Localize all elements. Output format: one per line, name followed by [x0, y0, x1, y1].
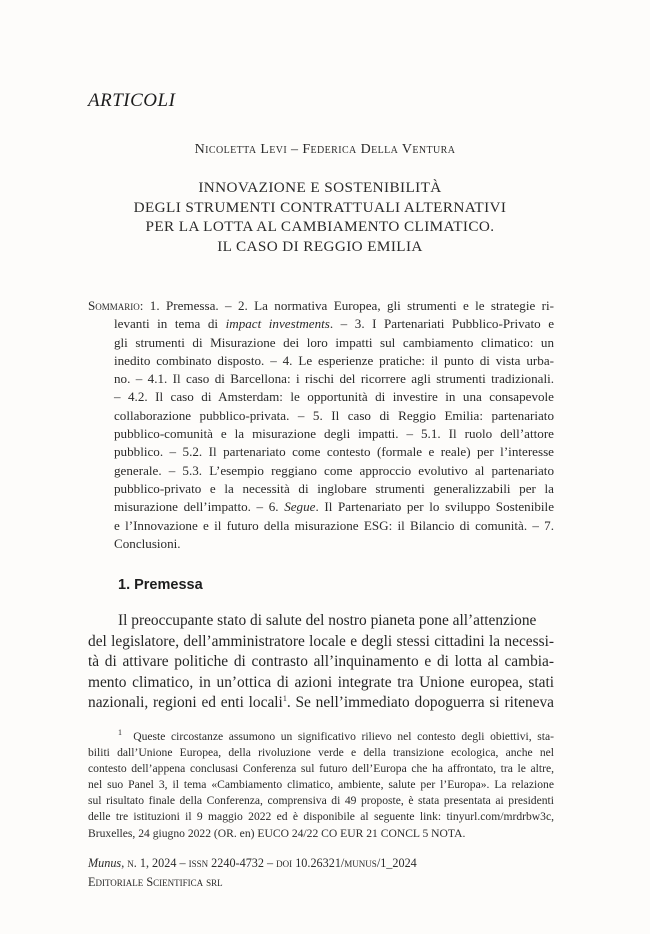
summary-text: . Il Partenariato per lo sviluppo Sostenibile [315, 499, 554, 515]
section-label: ARTICOLI [88, 90, 176, 111]
summary-text: levanti in tema di [114, 316, 226, 332]
summary-line [88, 297, 554, 315]
title-line: PER LA LOTTA AL CAMBIAMENTO CLIMATICO. [145, 218, 495, 236]
summary-line: no. – 4.1. Il caso di Barcellona: i rischi del ricorrere agli strumenti tradizionali. [114, 371, 554, 387]
summary-text: : 1. Premessa. – 2. La normativa Europea, gli strumenti e le strategie ri- [139, 298, 554, 313]
authors: Nicoletta Levi – Federica Della Ventura [194, 142, 456, 157]
summary-line: pubblico-comunità e la misurazione degli impatti. – 5.1. Il ruolo dell’attore [114, 426, 554, 442]
summary-text: misurazione dell’impatto. – 6. [114, 499, 285, 515]
summary-italic: Segue [284, 499, 316, 515]
body-line: Il preoccupante stato di salute del nostro pianeta pone all’attenzione [118, 612, 537, 629]
body-text-span: nazionali, regioni ed enti locali [88, 694, 283, 712]
title-line: DEGLI STRUMENTI CONTRATTUALI ALTERNATIVI [133, 198, 507, 216]
citation-line [88, 854, 417, 873]
title-line: IL CASO DI REGGIO EMILIA [217, 237, 423, 255]
summary-line: generale. – 5.3. L’esempio reggiano come approccio evolutivo al partenariato [114, 462, 554, 478]
summary-line: pubblico. – 5.2. Il partenariato come contesto (formale e reale) per l’interesse [114, 444, 554, 460]
body-line: del legislatore, dell’amministratore locale e degli stessi cittadini la necessi- [88, 632, 554, 650]
footnote-line: nel suo Panel 3, il tema «Cambiamento climatico, ambiente, salute per l’Europa». La relazione [88, 778, 554, 792]
footnote-line [88, 729, 554, 745]
summary-label: Sommario [88, 298, 140, 313]
body-line [88, 693, 554, 714]
body-line: tà di attivare politiche di contrasto all’inquinamento e di lotta al cambia- [88, 653, 554, 671]
summary-line: – 4.2. Il caso di Amsterdam: le opportunità di investire in una consapevole [114, 389, 554, 405]
summary-line: pubblico-privato e la necessità di inglobare strumenti generalizzabili per la [114, 480, 554, 496]
footnote-line: biliti dall’Unione Europea, della rivoluzione verde e della transizione ecologica, anche nel [88, 746, 554, 760]
article-title [60, 178, 580, 256]
body-text-span: . Se nell’immediato dopoguerra si riteneva [286, 694, 555, 712]
footnote-number: 1 [118, 728, 122, 738]
citation-text: , n. 1, 2024 – issn 2240-4732 – doi 10.26321/munus/1_2024 [121, 856, 417, 870]
summary-line [88, 498, 554, 516]
footnote-line: delle tre istituzioni il 9 maggio 2022 ed è disponibile al seguente link: tinyurl.com/mrdrbw3c, [88, 810, 554, 824]
footnote-line: Bruxelles, 24 giugno 2022 (OR. en) EUCO 24/22 CO EUR 21 CONCL 5 NOTA. [88, 826, 466, 840]
footnote-ref: 1 [282, 694, 287, 704]
footnote-line: contesto dell’appena conclusasi Conferenza sul futuro dell’Europa che ha affrontato, tra le altre, [88, 762, 554, 776]
summary-line: gli strumenti di Misurazione dei loro impatti sul cambiamento climatico: un [114, 334, 554, 350]
summary-line: inedito combinato disposto. – 4. Le esperienze pratiche: il punto di vista urba- [114, 352, 554, 368]
section-heading: 1. Premessa [118, 577, 203, 593]
footnote [88, 729, 554, 842]
body-line: mento climatico, in un’ottica di azioni integrate tra Unione europea, stati [88, 673, 554, 691]
title-line: INNOVAZIONE E SOSTENIBILITÀ [198, 179, 442, 196]
journal-name: Munus [88, 856, 122, 870]
summary-line: Conclusioni. [114, 535, 181, 551]
body-text [88, 611, 554, 714]
footnote-text: Queste circostanze assumono un significativo rilievo nel contesto degli obiettivi, sta- [133, 730, 554, 743]
publisher: Editoriale Scientifica srl [88, 874, 223, 889]
summary [88, 297, 554, 553]
summary-line: collaborazione pubblico-privata. – 5. Il caso di Reggio Emilia: partenariato [114, 407, 554, 423]
summary-line [88, 315, 554, 333]
summary-italic: impact investments [225, 316, 330, 332]
page-footer [88, 854, 417, 891]
summary-line: e l’Innovazione e il futuro della misurazione ESG: il Bilancio di comunità. – 7. [114, 517, 554, 533]
footnote-line: sul risultato finale della Conferenza, comprensiva di 49 proposte, è stata presentata ai presidenti [88, 794, 554, 808]
summary-text: . – 3. I Partenariati Pubblico-Privato e [329, 316, 555, 332]
